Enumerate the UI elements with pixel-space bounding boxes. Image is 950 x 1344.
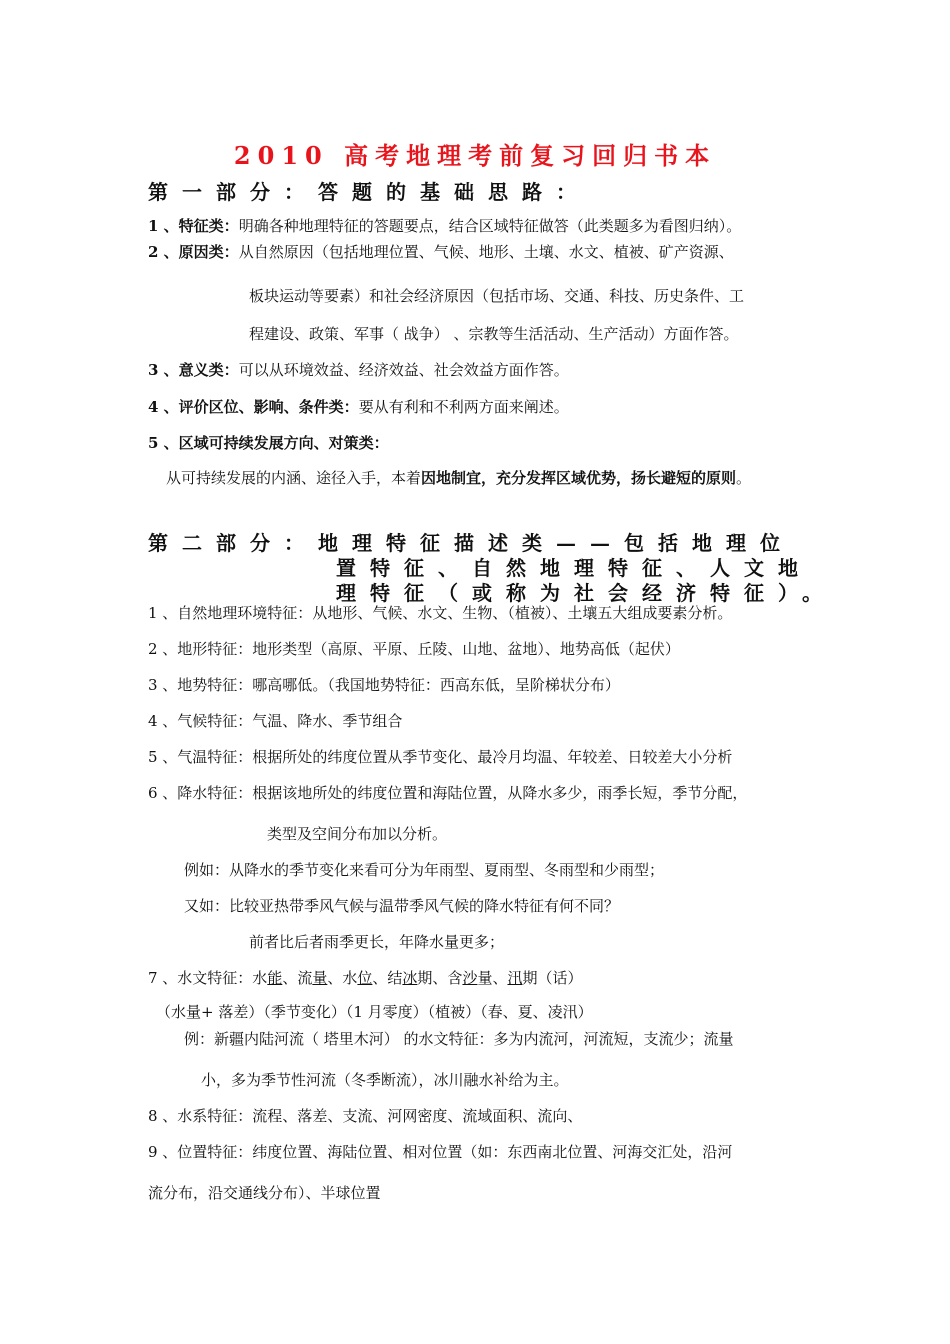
part2-line-7-example: 例：新疆内陆河流（ 塔里木河） 的水文特征：多为内流河，河流短，支流少；流量	[184, 1030, 734, 1048]
underlined-char: 冰	[402, 969, 418, 987]
item-number: 4 、	[148, 398, 179, 416]
part2-line-1: 1 、自然地理环境特征：从地形、气候、水文、生物、（植被）、土壤五大组成要素分析。	[148, 604, 733, 622]
item-label: 意义类：	[178, 361, 239, 379]
part2-line-8: 8 、水系特征：流程、落差、支流、河网密度、流域面积、流向、	[148, 1107, 583, 1125]
part2-line-6-example: 例如：从降水的季节变化来看可分为年雨型、夏雨型、冬雨型和少雨型；	[184, 861, 665, 879]
underlined-char: 沙	[462, 969, 478, 987]
text-segment: 、结	[372, 969, 403, 987]
underlined-char: 位	[357, 969, 373, 987]
part2-heading-line-2: 置特征、自然地理特征、人文地	[336, 556, 812, 580]
part2-line-7-notes: （水量+ 落差）（季节变化）（1 月零度）（植被）（春、夏、凌汛）	[156, 1003, 593, 1021]
part1-item-2-cont-2: 程建设、政策、军事（ 战争） 、宗教等生活活动、生产活动）方面作答。	[249, 325, 739, 343]
part2-line-7-example-cont: 小，多为季节性河流（冬季断流），冰川融水补给为主。	[201, 1071, 569, 1089]
document-title: 2010 高考地理考前复习回归书本	[233, 141, 717, 170]
part1-item-2	[148, 242, 734, 262]
text-segment: 、水	[327, 969, 358, 987]
text-segment: 期（话）	[522, 969, 583, 987]
part2-line-9: 9 、位置特征：纬度位置、海陆位置、相对位置（如：东西南北位置、河海交汇处，沿河	[148, 1143, 733, 1161]
part1-item-5-cont	[166, 468, 751, 488]
part2-line-2: 2 、地形特征：地形类型（高原、平原、丘陵、山地、盆地）、地势高低（起伏）	[148, 640, 680, 658]
item-number: 2 、	[148, 243, 179, 261]
text-segment: 7 、水文特征：水	[148, 969, 268, 987]
item-text: 从自然原因（包括地理位置、气候、地形、土壤、水文、植被、矿产资源、	[238, 243, 734, 261]
part1-item-2-cont-1: 板块运动等要素）和社会经济原因（包括市场、交通、科技、历史条件、工	[249, 287, 745, 305]
item-label: 评价区位、影响、条件类：	[178, 398, 359, 416]
item-text-end: 。	[736, 469, 752, 487]
item-text: 要从有利和不利两方面来阐述。	[358, 398, 569, 416]
part2-line-7	[148, 968, 583, 988]
item-number: 5 、	[148, 434, 179, 452]
item-text: 可以从环境效益、经济效益、社会效益方面作答。	[238, 361, 569, 379]
part2-line-6-cont: 类型及空间分布加以分析。	[267, 825, 448, 843]
item-label: 区域可持续发展方向、对策类：	[178, 434, 389, 452]
underlined-char: 汛	[507, 969, 523, 987]
part2-line-4: 4 、气候特征：气温、降水、季节组合	[148, 712, 403, 730]
part2-line-6-example-2: 又如：比较亚热带季风气候与温带季风气候的降水特征有何不同？	[184, 897, 620, 915]
part2-line-6: 6 、降水特征：根据该地所处的纬度位置和海陆位置，从降水多少，雨季长短，季节分配，	[148, 784, 748, 802]
part1-item-5	[148, 433, 389, 453]
part2-heading-line-3: 理特征（或称为社会经济特征）。	[336, 581, 836, 605]
item-label: 特征类：	[178, 217, 239, 235]
item-label: 原因类：	[178, 243, 239, 261]
part1-item-4	[148, 397, 569, 417]
part2-heading-line-1: 第二部分：地理特征描述类——包括地理位	[148, 531, 794, 555]
part2-line-3: 3 、地势特征：哪高哪低。（我国地势特征：西高东低，呈阶梯状分布）	[148, 676, 620, 694]
underlined-char: 能	[267, 969, 283, 987]
item-text: 从可持续发展的内涵、途径入手，本着	[166, 469, 422, 487]
text-segment: 期、含	[417, 969, 463, 987]
underlined-char: 量	[312, 969, 328, 987]
part1-item-1	[148, 216, 741, 236]
part2-line-6-answer: 前者比后者雨季更长，年降水量更多；	[249, 933, 505, 951]
part1-item-3	[148, 360, 569, 380]
text-segment: 量、	[477, 969, 508, 987]
item-number: 3 、	[148, 361, 179, 379]
item-number: 1 、	[148, 217, 179, 235]
item-emphasis: 因地制宜，充分发挥区域优势，扬长避短的原则	[421, 469, 737, 487]
part2-line-9-cont: 流分布，沿交通线分布）、半球位置	[148, 1184, 381, 1202]
part1-heading: 第一部分：答题的基础思路：	[148, 180, 590, 204]
text-segment: 、流	[282, 969, 313, 987]
part2-line-5: 5 、气温特征：根据所处的纬度位置从季节变化、最冷月均温、年较差、日较差大小分析	[148, 748, 733, 766]
item-text: 明确各种地理特征的答题要点，结合区域特征做答（此类题多为看图归纳）。	[238, 217, 742, 235]
